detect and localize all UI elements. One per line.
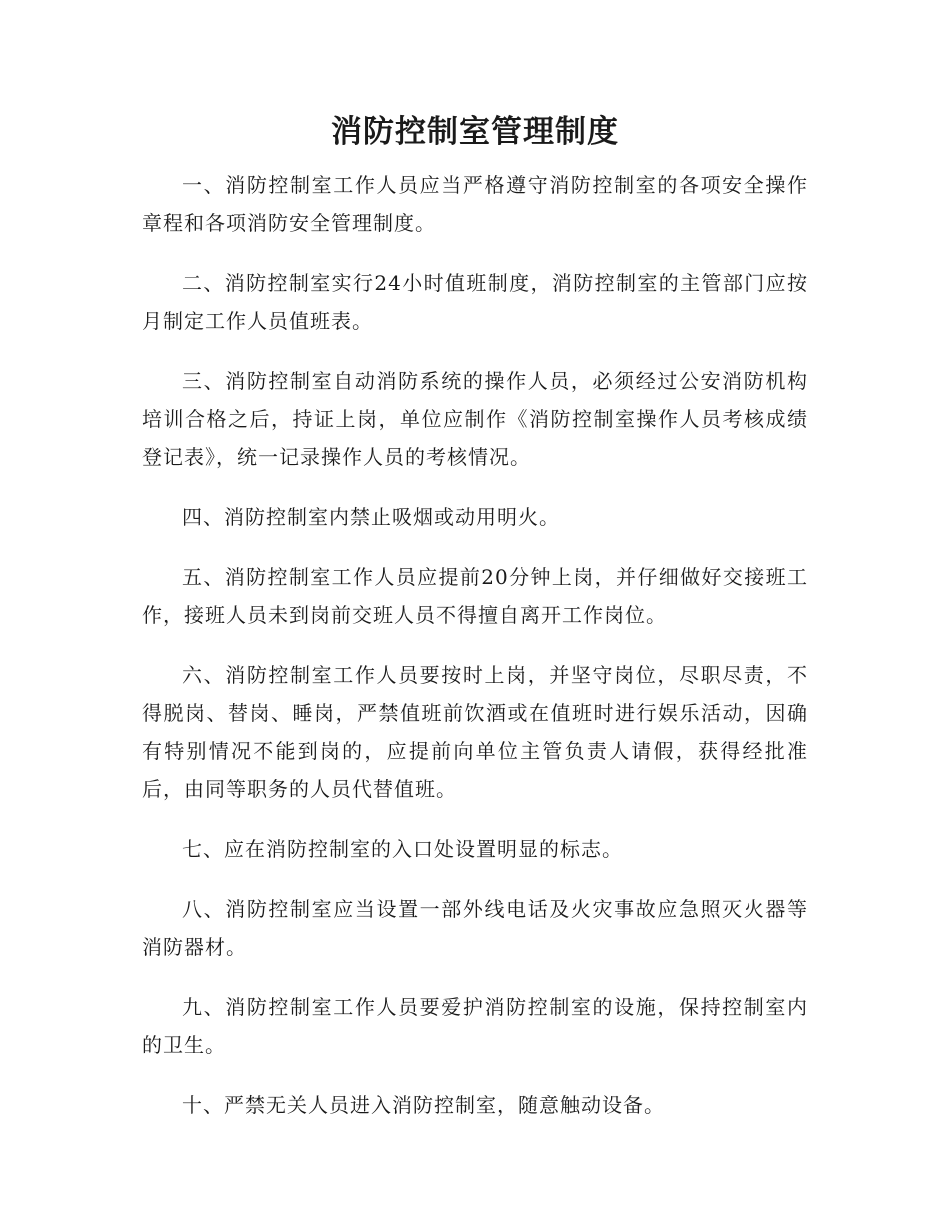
paragraph-9: 九、消防控制室工作人员要爱护消防控制室的设施，保持控制室内的卫生。: [142, 995, 808, 1057]
paragraph-1: 一、消防控制室工作人员应当严格遵守消防控制室的各项安全操作章程和各项消防安全管理制度。: [142, 173, 808, 235]
paragraph-7: 七、应在消防控制室的入口处设置明显的标志。: [182, 837, 623, 861]
paragraph-5: 五、消防控制室工作人员应提前20分钟上岗，并仔细做好交接班工作，接班人员未到岗前交班人员不得擅自离开工作岗位。: [142, 565, 808, 627]
document-body: [142, 166, 808, 1146]
paragraph-6: 六、消防控制室工作人员要按时上岗，并坚守岗位，尽职尽责，不得脱岗、替岗、睡岗，严禁值班前饮酒或在值班时进行娱乐活动，因确有特别情况不能到岗的，应提前向单位主管负责人请假，获得经批准后，由同等职务的人员代替值班。: [142, 663, 808, 801]
document-title: 消防控制室管理制度: [331, 114, 619, 150]
paragraph-4: 四、消防控制室内禁止吸烟或动用明火。: [182, 505, 560, 529]
paragraph-2: 二、消防控制室实行24小时值班制度，消防控制室的主管部门应按月制定工作人员值班表。: [142, 271, 808, 333]
paragraph-3: 三、消防控制室自动消防系统的操作人员，必须经过公安消防机构培训合格之后，持证上岗，单位应制作《消防控制室操作人员考核成绩登记表》，统一记录操作人员的考核情况。: [142, 369, 808, 469]
paragraph-10: 十、严禁无关人员进入消防控制室，随意触动设备。: [182, 1093, 665, 1117]
paragraph-8: 八、消防控制室应当设置一部外线电话及火灾事故应急照灭火器等消防器材。: [142, 897, 808, 959]
